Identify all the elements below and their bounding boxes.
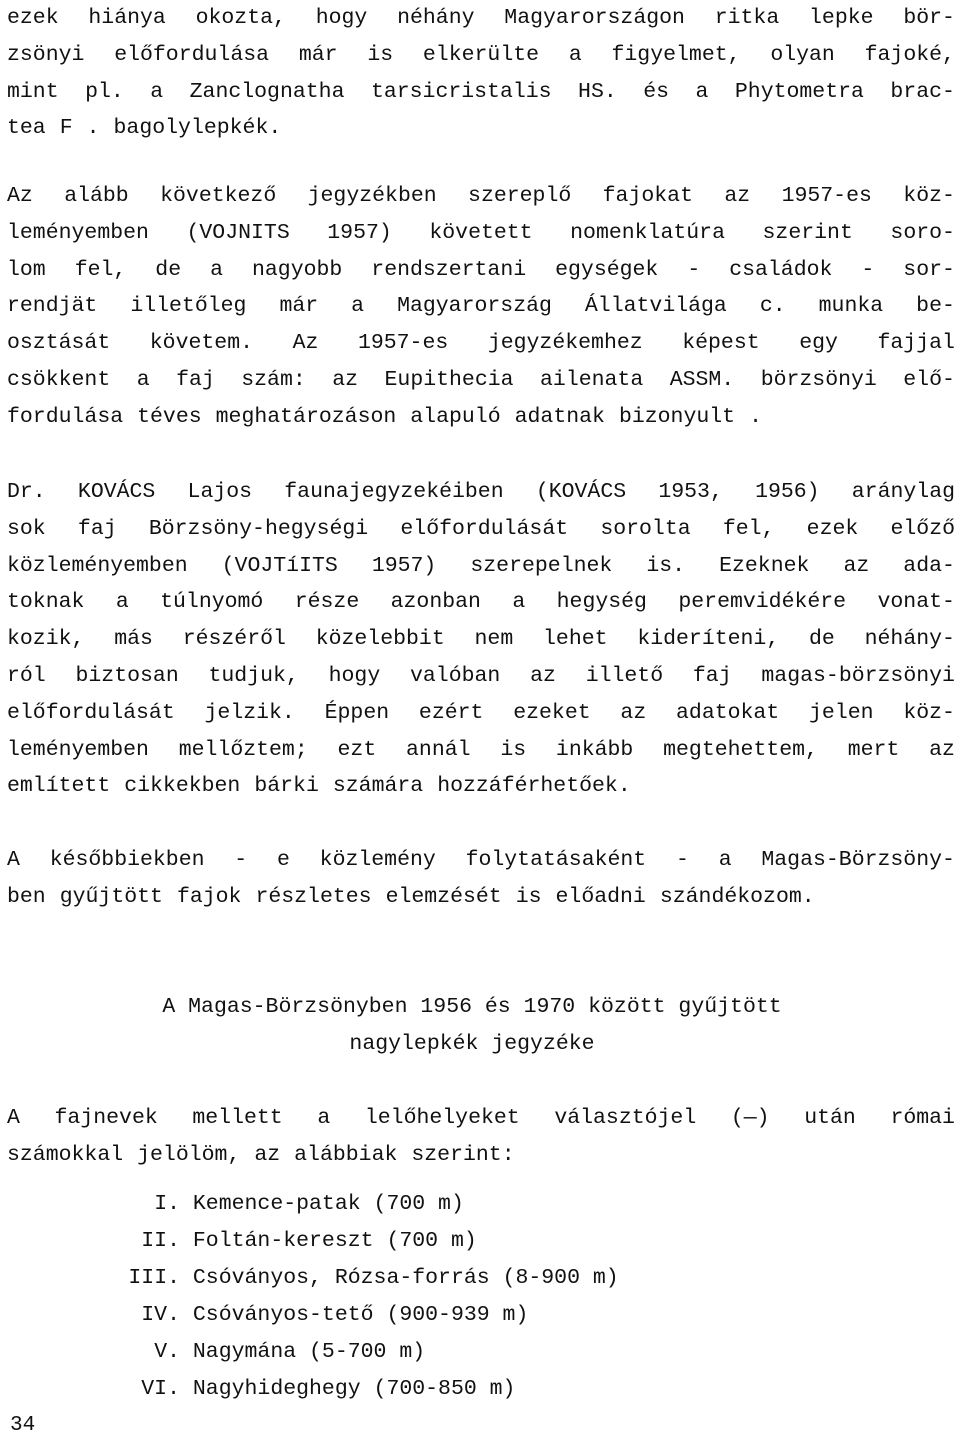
text-line: közleményemben (VOJTíITS 1957) szerepelnek is. Ezeknek az ada- — [7, 553, 955, 578]
text-line: tea F . bagolylepkék. — [7, 116, 282, 141]
location-text: Nagyhideghegy (700-850 m) — [192, 1377, 516, 1401]
list-intro — [7, 1100, 955, 1174]
location-item — [120, 1334, 425, 1371]
text-line: toknak a túlnyomó része azonban a hegység peremvidékére vonat- — [7, 590, 955, 615]
text-line: rendjät illetőleg már a Magyarország Állatvilága c. munka be- — [7, 294, 955, 319]
paragraph-fauna-omissions — [7, 0, 955, 147]
text-line: Dr. KOVÁCS Lajos faunajegyzekéiben (KOVÁCS 1953, 1956) aránylag — [7, 480, 955, 504]
paragraph-kovacs-records — [7, 474, 955, 805]
location-numeral: V. — [154, 1340, 180, 1364]
location-text: Kemence-patak (700 m) — [192, 1192, 464, 1216]
paragraph-nomenclature — [7, 178, 955, 436]
text-line: osztását követem. Az 1957-es jegyzékemhez képest egy fajjal — [7, 331, 955, 356]
text-line: fordulása téves meghatározáson alapuló adatnak bizonyult . — [7, 404, 762, 429]
location-item — [120, 1260, 619, 1297]
paragraph-future-work — [7, 842, 955, 916]
location-text: Csóványos, Rózsa-forrás (8-900 m) — [192, 1266, 619, 1290]
location-text: Foltán-kereszt (700 m) — [192, 1229, 477, 1253]
text-line: csökkent a faj szám: az Eupithecia ailenata ASSM. börzsönyi elő- — [7, 367, 955, 392]
text-line: lom fel, de a nagyobb rendszertani egységek - családok - sor- — [7, 257, 955, 282]
location-item — [120, 1186, 464, 1223]
location-item — [120, 1371, 515, 1408]
location-numeral: II. — [141, 1229, 180, 1253]
location-text: Csóványos-tető (900-939 m) — [192, 1303, 529, 1327]
text-line: leményemben (VOJNITS 1957) követett nomenklatúra szerint soro- — [7, 220, 955, 245]
text-line: mint pl. a Zanclognatha tarsicristalis HS. és a Phytometra brac- — [7, 79, 955, 104]
location-numeral: IV. — [141, 1303, 180, 1327]
location-numeral: III. — [128, 1266, 180, 1290]
location-item — [120, 1297, 528, 1334]
text-line: sok faj Börzsöny-hegységi előfordulását sorolta fel, ezek előző — [7, 516, 955, 541]
text-line: A fajnevek mellett a lelőhelyeket választójel (—) után római — [7, 1106, 955, 1130]
text-line: ról biztosan tudjuk, hogy valóban az illető faj magas-börzsönyi — [7, 663, 955, 688]
text-line: ben gyűjtött fajok részletes elemzését is előadni szándékozom. — [7, 884, 815, 909]
text-line: leményemben mellőztem; ezt annál is inkább megtehettem, mert az — [7, 737, 955, 762]
text-line: zsönyi előfordulása már is elkerülte a figyelmet, olyan fajoké, — [7, 42, 955, 67]
list-heading-line-1: A Magas-Börzsönyben 1956 és 1970 között gyűjtött — [162, 995, 782, 1019]
text-line: említett cikkekben bárki számára hozzáférhetőek. — [7, 774, 631, 799]
location-text: Nagymána (5-700 m) — [192, 1340, 426, 1364]
list-heading-line-2: nagylepkék jegyzéke — [349, 1032, 595, 1056]
page-number: 34 — [10, 1414, 36, 1437]
location-item — [120, 1223, 477, 1260]
text-line: A későbbiekben - e közlemény folytatásaként - a Magas-Börzsöny- — [7, 848, 955, 872]
text-line: kozik, más részéről közelebbit nem lehet kideríteni, de néhány- — [7, 627, 955, 652]
text-line: előfordulását jelzik. Éppen ezért ezeket az adatokat jelen köz- — [7, 700, 955, 725]
text-line: Az alább következő jegyzékben szereplő fajokat az 1957-es köz- — [7, 184, 955, 208]
location-numeral: I. — [154, 1192, 180, 1216]
location-numeral: VI. — [141, 1377, 180, 1401]
text-line: számokkal jelölöm, az alábbiak szerint: — [7, 1142, 515, 1167]
text-line: ezek hiánya okozta, hogy néhány Magyarországon ritka lepke bör- — [7, 6, 955, 30]
